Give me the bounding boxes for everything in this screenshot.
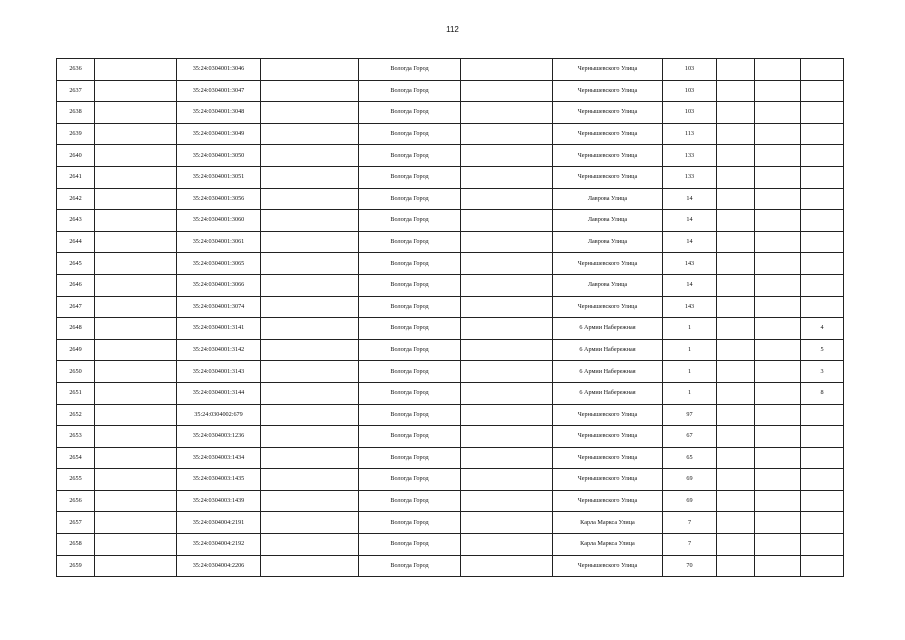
cell-empty [755,447,801,469]
cell-city: Вологда Город [359,534,461,556]
cell-street: Чернышевского Улица [553,102,663,124]
cell-empty [95,469,177,491]
cell-apartment [801,426,844,448]
cell-row-number: 2651 [57,382,95,404]
cell-empty [95,59,177,81]
table-row [57,318,844,340]
cell-empty [261,102,359,124]
cell-house-number: 103 [663,59,717,81]
cell-house-number: 143 [663,296,717,318]
cell-apartment [801,59,844,81]
cell-street: Чернышевского Улица [553,166,663,188]
cell-empty [261,469,359,491]
cell-empty [261,490,359,512]
cell-empty [95,123,177,145]
cell-empty [717,447,755,469]
cell-apartment [801,404,844,426]
cell-empty [717,426,755,448]
cell-apartment [801,512,844,534]
cell-empty [717,296,755,318]
cell-cadastral-number: 35:24:0304001:3141 [177,318,261,340]
cell-empty [261,123,359,145]
cell-row-number: 2659 [57,555,95,577]
cell-empty [717,188,755,210]
cell-house-number: 7 [663,534,717,556]
table-row [57,296,844,318]
cell-house-number: 69 [663,490,717,512]
cell-house-number: 1 [663,339,717,361]
cell-city: Вологда Город [359,210,461,232]
cell-apartment [801,123,844,145]
cell-house-number: 69 [663,469,717,491]
cell-empty [717,253,755,275]
cell-city: Вологда Город [359,318,461,340]
cell-row-number: 2657 [57,512,95,534]
cell-row-number: 2655 [57,469,95,491]
cell-empty [461,253,553,275]
cell-empty [755,80,801,102]
cell-empty [717,59,755,81]
cell-empty [461,123,553,145]
cell-cadastral-number: 35:24:0304002:679 [177,404,261,426]
cell-city: Вологда Город [359,404,461,426]
cell-house-number: 7 [663,512,717,534]
cell-cadastral-number: 35:24:0304001:3049 [177,123,261,145]
cell-house-number: 1 [663,382,717,404]
cell-empty [755,534,801,556]
table-row [57,102,844,124]
cell-empty [261,59,359,81]
cell-street: 6 Армии Набережная [553,382,663,404]
cell-empty [461,274,553,296]
cell-empty [261,274,359,296]
cell-street: Чернышевского Улица [553,296,663,318]
cell-empty [461,361,553,383]
cell-house-number: 133 [663,145,717,167]
cell-empty [95,274,177,296]
cell-street: Чернышевского Улица [553,59,663,81]
cell-apartment [801,210,844,232]
cell-city: Вологда Город [359,339,461,361]
cell-house-number: 1 [663,318,717,340]
cell-empty [717,469,755,491]
cell-empty [755,231,801,253]
cell-street: Чернышевского Улица [553,253,663,275]
cell-street: Лаврова Улица [553,274,663,296]
table-row [57,382,844,404]
cell-empty [755,490,801,512]
cell-empty [717,361,755,383]
cell-empty [95,188,177,210]
cell-empty [261,318,359,340]
cell-empty [755,426,801,448]
cell-empty [461,339,553,361]
cell-apartment [801,490,844,512]
cell-row-number: 2654 [57,447,95,469]
cell-row-number: 2642 [57,188,95,210]
cell-empty [261,555,359,577]
table-row [57,253,844,275]
cell-empty [461,469,553,491]
cell-house-number: 97 [663,404,717,426]
cell-empty [755,361,801,383]
cell-city: Вологда Город [359,188,461,210]
cell-empty [461,59,553,81]
cell-empty [717,339,755,361]
cell-empty [261,231,359,253]
cell-house-number: 14 [663,231,717,253]
cell-row-number: 2648 [57,318,95,340]
cell-apartment [801,296,844,318]
cell-cadastral-number: 35:24:0304003:1236 [177,426,261,448]
cell-empty [717,555,755,577]
cell-city: Вологда Город [359,80,461,102]
cell-empty [95,296,177,318]
table-row [57,469,844,491]
cell-cadastral-number: 35:24:0304001:3051 [177,166,261,188]
cell-empty [95,339,177,361]
cell-empty [95,382,177,404]
cell-empty [461,188,553,210]
cell-city: Вологда Город [359,447,461,469]
table-row [57,210,844,232]
cell-cadastral-number: 35:24:0304001:3046 [177,59,261,81]
cell-apartment [801,469,844,491]
cell-empty [755,102,801,124]
cell-empty [755,339,801,361]
cell-street: Чернышевского Улица [553,80,663,102]
cell-apartment [801,534,844,556]
cell-empty [261,426,359,448]
cell-city: Вологда Город [359,123,461,145]
table-row [57,231,844,253]
table-row [57,80,844,102]
cell-empty [261,382,359,404]
cell-house-number: 67 [663,426,717,448]
cell-cadastral-number: 35:24:0304001:3056 [177,188,261,210]
cell-empty [461,318,553,340]
cell-empty [755,166,801,188]
cell-house-number: 70 [663,555,717,577]
cell-empty [717,145,755,167]
table-body [57,59,844,577]
table-row [57,490,844,512]
cell-street: Чернышевского Улица [553,469,663,491]
cell-empty [261,253,359,275]
cell-empty [755,253,801,275]
cell-empty [755,382,801,404]
cell-empty [261,145,359,167]
cell-empty [755,512,801,534]
cell-empty [461,296,553,318]
cell-street: 6 Армии Набережная [553,318,663,340]
cell-row-number: 2636 [57,59,95,81]
cell-empty [755,274,801,296]
cell-empty [755,555,801,577]
cell-street: Чернышевского Улица [553,555,663,577]
cell-cadastral-number: 35:24:0304001:3061 [177,231,261,253]
table-row [57,123,844,145]
cell-empty [95,318,177,340]
cell-apartment: 3 [801,361,844,383]
cell-empty [261,296,359,318]
cell-row-number: 2650 [57,361,95,383]
cell-street: 6 Армии Набережная [553,361,663,383]
cell-empty [755,123,801,145]
cell-empty [95,210,177,232]
cell-empty [717,123,755,145]
cell-apartment [801,253,844,275]
cell-empty [95,166,177,188]
cell-row-number: 2638 [57,102,95,124]
cell-row-number: 2646 [57,274,95,296]
cell-apartment [801,80,844,102]
table-row [57,426,844,448]
cell-apartment [801,231,844,253]
cell-row-number: 2644 [57,231,95,253]
cell-row-number: 2652 [57,404,95,426]
cell-city: Вологда Город [359,426,461,448]
cell-cadastral-number: 35:24:0304001:3143 [177,361,261,383]
cell-empty [95,404,177,426]
cell-city: Вологда Город [359,490,461,512]
cell-cadastral-number: 35:24:0304001:3050 [177,145,261,167]
cell-row-number: 2637 [57,80,95,102]
cell-empty [755,318,801,340]
cell-empty [261,339,359,361]
cell-empty [755,188,801,210]
cell-empty [261,512,359,534]
cell-house-number: 113 [663,123,717,145]
cell-cadastral-number: 35:24:0304003:1435 [177,469,261,491]
cell-empty [261,210,359,232]
cell-empty [461,210,553,232]
cell-empty [717,404,755,426]
table-row [57,361,844,383]
cell-row-number: 2653 [57,426,95,448]
cell-empty [261,361,359,383]
cell-empty [461,490,553,512]
cell-city: Вологда Город [359,555,461,577]
cell-empty [717,102,755,124]
cell-city: Вологда Город [359,296,461,318]
cell-empty [261,404,359,426]
cell-empty [95,534,177,556]
cell-empty [95,490,177,512]
table-row [57,188,844,210]
cell-empty [461,404,553,426]
cell-apartment [801,145,844,167]
cell-empty [261,80,359,102]
cell-empty [755,469,801,491]
cell-row-number: 2640 [57,145,95,167]
cell-apartment [801,188,844,210]
cell-apartment: 8 [801,382,844,404]
table-row [57,166,844,188]
cell-empty [717,490,755,512]
cell-apartment [801,166,844,188]
cell-apartment [801,274,844,296]
cell-cadastral-number: 35:24:0304001:3047 [177,80,261,102]
table-row [57,274,844,296]
cell-apartment: 5 [801,339,844,361]
cell-street: Карла Маркса Улица [553,512,663,534]
cell-empty [95,426,177,448]
cell-empty [461,231,553,253]
cell-empty [717,231,755,253]
cell-row-number: 2641 [57,166,95,188]
table-row [57,339,844,361]
cell-house-number: 65 [663,447,717,469]
cell-street: 6 Армии Набережная [553,339,663,361]
cell-city: Вологда Город [359,469,461,491]
cell-empty [461,382,553,404]
cell-cadastral-number: 35:24:0304001:3142 [177,339,261,361]
cell-row-number: 2658 [57,534,95,556]
cell-street: Чернышевского Улица [553,145,663,167]
cell-empty [461,512,553,534]
cell-city: Вологда Город [359,231,461,253]
cell-empty [461,145,553,167]
cell-empty [461,166,553,188]
cell-empty [755,296,801,318]
cell-empty [717,210,755,232]
cell-street: Лаврова Улица [553,231,663,253]
cell-street: Чернышевского Улица [553,447,663,469]
cell-empty [717,318,755,340]
table-row [57,404,844,426]
cell-empty [261,188,359,210]
cell-house-number: 14 [663,188,717,210]
table-row [57,512,844,534]
cell-cadastral-number: 35:24:0304001:3065 [177,253,261,275]
cell-cadastral-number: 35:24:0304001:3144 [177,382,261,404]
cell-city: Вологда Город [359,253,461,275]
table-row [57,555,844,577]
cell-house-number: 14 [663,210,717,232]
cell-empty [95,253,177,275]
cell-empty [95,145,177,167]
cell-street: Чернышевского Улица [553,404,663,426]
cell-street: Лаврова Улица [553,210,663,232]
cell-city: Вологда Город [359,102,461,124]
table-row [57,447,844,469]
cell-empty [461,102,553,124]
cell-street: Чернышевского Улица [553,490,663,512]
cell-empty [261,447,359,469]
cell-row-number: 2647 [57,296,95,318]
cell-city: Вологда Город [359,512,461,534]
page-number: 112 [446,25,459,34]
cell-empty [95,512,177,534]
cell-cadastral-number: 35:24:0304001:3074 [177,296,261,318]
cell-empty [95,102,177,124]
cell-empty [95,447,177,469]
cell-street: Лаврова Улица [553,188,663,210]
cell-empty [717,80,755,102]
cell-row-number: 2649 [57,339,95,361]
table-row [57,59,844,81]
cell-house-number: 103 [663,102,717,124]
cell-city: Вологда Город [359,166,461,188]
cell-house-number: 143 [663,253,717,275]
cell-empty [461,426,553,448]
cell-empty [461,555,553,577]
cell-empty [95,361,177,383]
cell-empty [717,166,755,188]
cell-apartment [801,102,844,124]
cell-empty [717,382,755,404]
cell-empty [461,447,553,469]
cell-empty [95,555,177,577]
table-row [57,534,844,556]
cell-empty [461,534,553,556]
cell-empty [717,274,755,296]
cell-city: Вологда Город [359,274,461,296]
cell-house-number: 133 [663,166,717,188]
cell-city: Вологда Город [359,145,461,167]
cell-empty [95,80,177,102]
cell-empty [755,145,801,167]
cell-cadastral-number: 35:24:0304001:3048 [177,102,261,124]
cell-city: Вологда Город [359,361,461,383]
cell-empty [717,512,755,534]
cell-apartment [801,555,844,577]
cell-cadastral-number: 35:24:0304004:2206 [177,555,261,577]
cell-cadastral-number: 35:24:0304004:2191 [177,512,261,534]
cell-empty [755,59,801,81]
cell-row-number: 2645 [57,253,95,275]
cell-street: Чернышевского Улица [553,123,663,145]
cell-cadastral-number: 35:24:0304001:3060 [177,210,261,232]
cell-row-number: 2643 [57,210,95,232]
cell-house-number: 103 [663,80,717,102]
cell-empty [261,166,359,188]
cell-empty [755,210,801,232]
cell-apartment: 4 [801,318,844,340]
table-row [57,145,844,167]
cell-cadastral-number: 35:24:0304004:2192 [177,534,261,556]
cell-row-number: 2656 [57,490,95,512]
cell-street: Чернышевского Улица [553,426,663,448]
cell-empty [461,80,553,102]
cell-empty [717,534,755,556]
cell-city: Вологда Город [359,382,461,404]
cell-house-number: 1 [663,361,717,383]
cell-empty [261,534,359,556]
cell-house-number: 14 [663,274,717,296]
cell-row-number: 2639 [57,123,95,145]
cell-street: Карла Маркса Улица [553,534,663,556]
cell-apartment [801,447,844,469]
cell-cadastral-number: 35:24:0304003:1434 [177,447,261,469]
cell-city: Вологда Город [359,59,461,81]
cell-cadastral-number: 35:24:0304001:3066 [177,274,261,296]
cell-empty [755,404,801,426]
registry-table [56,58,844,577]
cell-cadastral-number: 35:24:0304003:1439 [177,490,261,512]
cell-empty [95,231,177,253]
